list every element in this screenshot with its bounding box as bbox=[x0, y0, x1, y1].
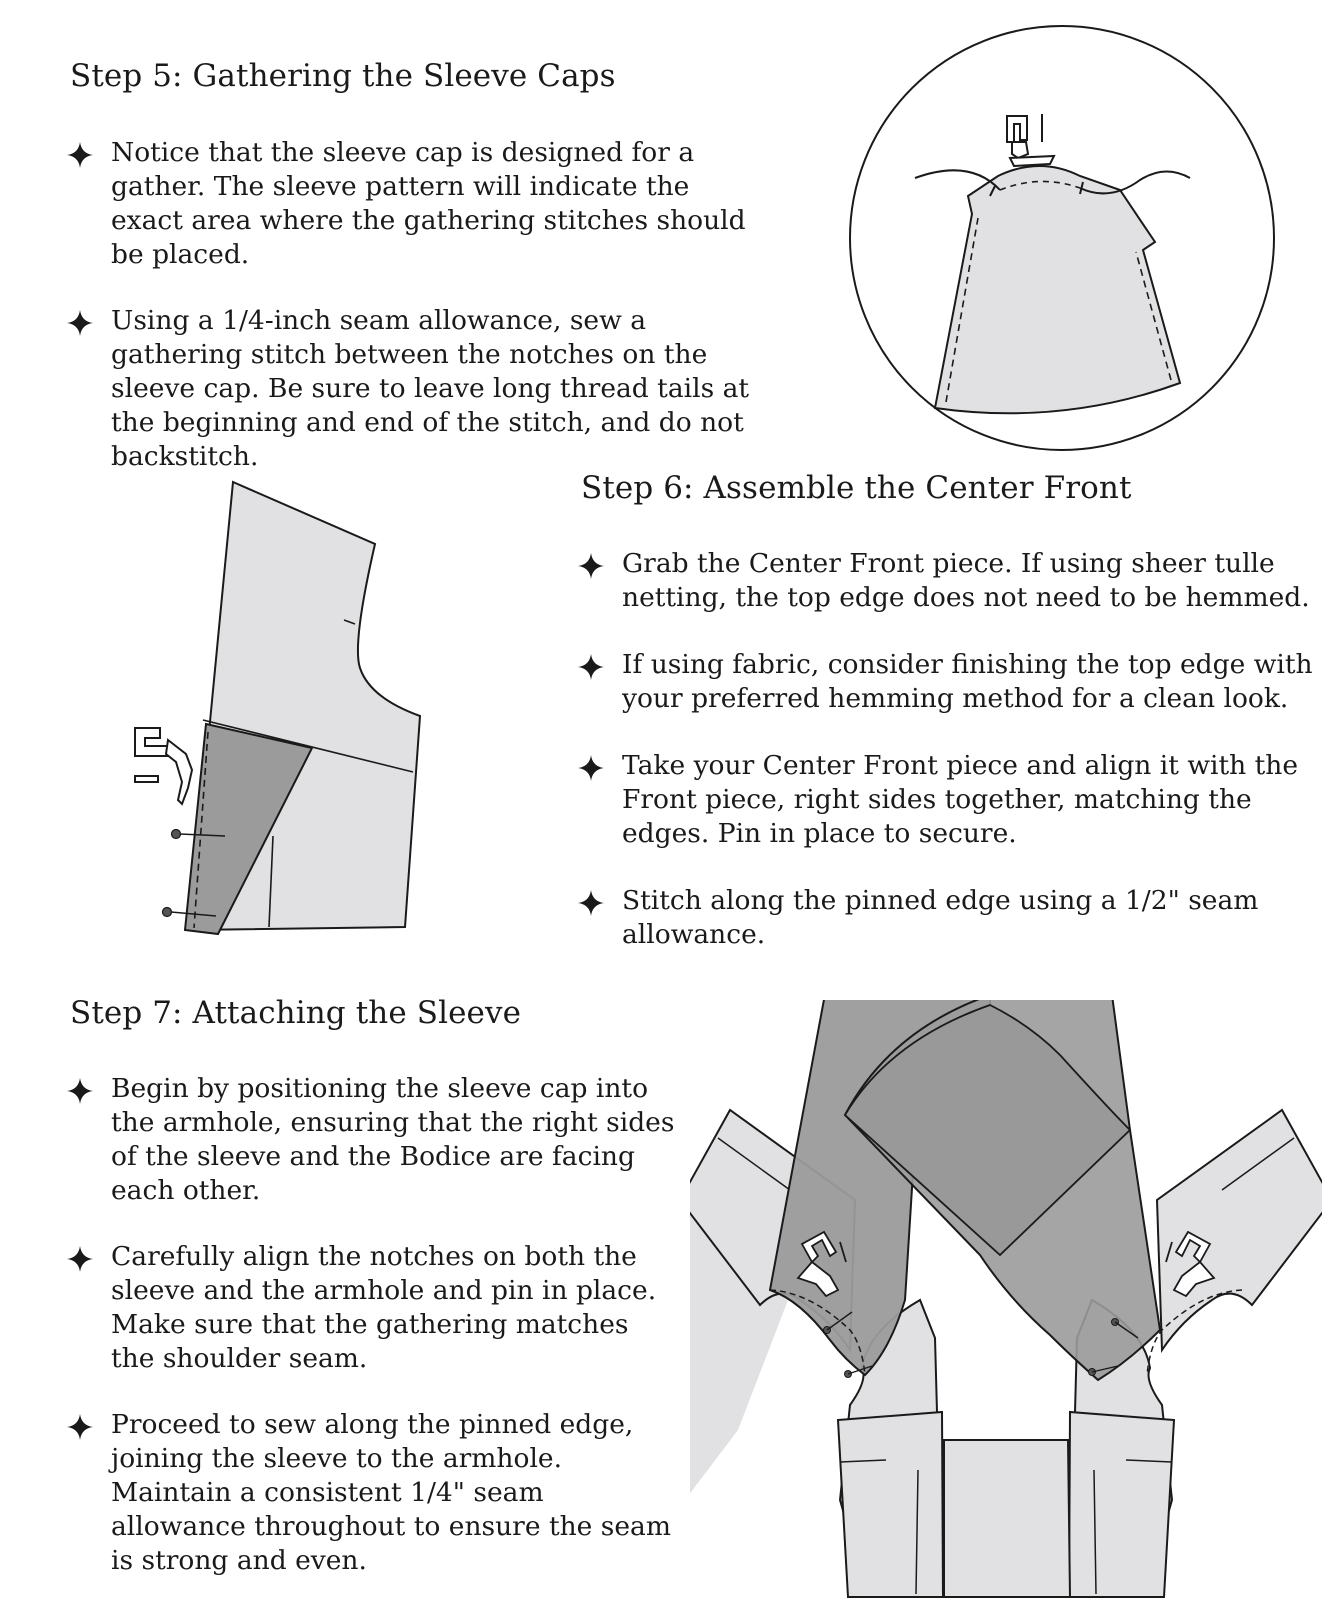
step-5-heading: Step 5: Gathering the Sleeve Caps bbox=[70, 58, 616, 94]
step-6-list bbox=[578, 547, 1318, 952]
center-front-assembly-illustration bbox=[130, 470, 440, 950]
list-item bbox=[578, 547, 1318, 615]
bullet-text: Using a 1/4-inch seam allowance, sew a gathering stitch between the notches on the sleeve cap. Be sure to leave long thread tails at the beginning and end of the stitch, and do not backstitch. bbox=[111, 305, 750, 472]
bullet-text: Proceed to sew along the pinned edge, joining the sleeve to the armhole. Maintain a consistent 1/4" seam allowance throughout to ensure the seam is strong and even. bbox=[111, 1409, 671, 1576]
bullet-text: Stitch along the pinned edge using a 1/2" seam allowance. bbox=[622, 885, 1259, 950]
four-point-star-icon bbox=[578, 755, 604, 781]
sleeve-cap-gathering-illustration bbox=[840, 18, 1290, 458]
list-item bbox=[67, 304, 767, 474]
step-6-heading: Step 6: Assemble the Center Front bbox=[581, 470, 1132, 506]
bullet-text: If using fabric, consider finishing the top edge with your preferred hemming method for a clean look. bbox=[622, 649, 1313, 714]
list-item bbox=[578, 749, 1318, 851]
sleeve-attachment-illustration bbox=[690, 1000, 1322, 1600]
bullet-text: Carefully align the notches on both the sleeve and the armhole and pin in place. Make sure that the gathering matches the shoulder seam. bbox=[111, 1241, 657, 1374]
four-point-star-icon bbox=[67, 310, 93, 336]
list-item bbox=[67, 1072, 677, 1208]
four-point-star-icon bbox=[67, 142, 93, 168]
four-point-star-icon bbox=[67, 1414, 93, 1440]
step-5-list bbox=[67, 136, 767, 474]
bullet-text: Grab the Center Front piece. If using sheer tulle netting, the top edge does not need to be hemmed. bbox=[622, 548, 1310, 613]
four-point-star-icon bbox=[578, 553, 604, 579]
list-item bbox=[578, 648, 1318, 716]
list-item bbox=[67, 136, 767, 272]
step-7-heading: Step 7: Attaching the Sleeve bbox=[70, 995, 522, 1031]
four-point-star-icon bbox=[67, 1078, 93, 1104]
four-point-star-icon bbox=[578, 890, 604, 916]
bullet-text: Take your Center Front piece and align it with the Front piece, right sides together, matching the edges. Pin in place to secure. bbox=[622, 750, 1299, 849]
list-item bbox=[67, 1240, 677, 1376]
four-point-star-icon bbox=[578, 654, 604, 680]
sewing-machine-foot-icon bbox=[135, 728, 192, 804]
four-point-star-icon bbox=[67, 1246, 93, 1272]
bullet-text: Begin by positioning the sleeve cap into the armhole, ensuring that the right sides of the sleeve and the Bodice are facing each other. bbox=[111, 1073, 675, 1206]
bullet-text: Notice that the sleeve cap is designed for a gather. The sleeve pattern will indicate the exact area where the gathering stitches should be placed. bbox=[111, 137, 746, 270]
list-item bbox=[67, 1408, 677, 1578]
list-item bbox=[578, 884, 1318, 952]
step-7-list bbox=[67, 1072, 677, 1578]
